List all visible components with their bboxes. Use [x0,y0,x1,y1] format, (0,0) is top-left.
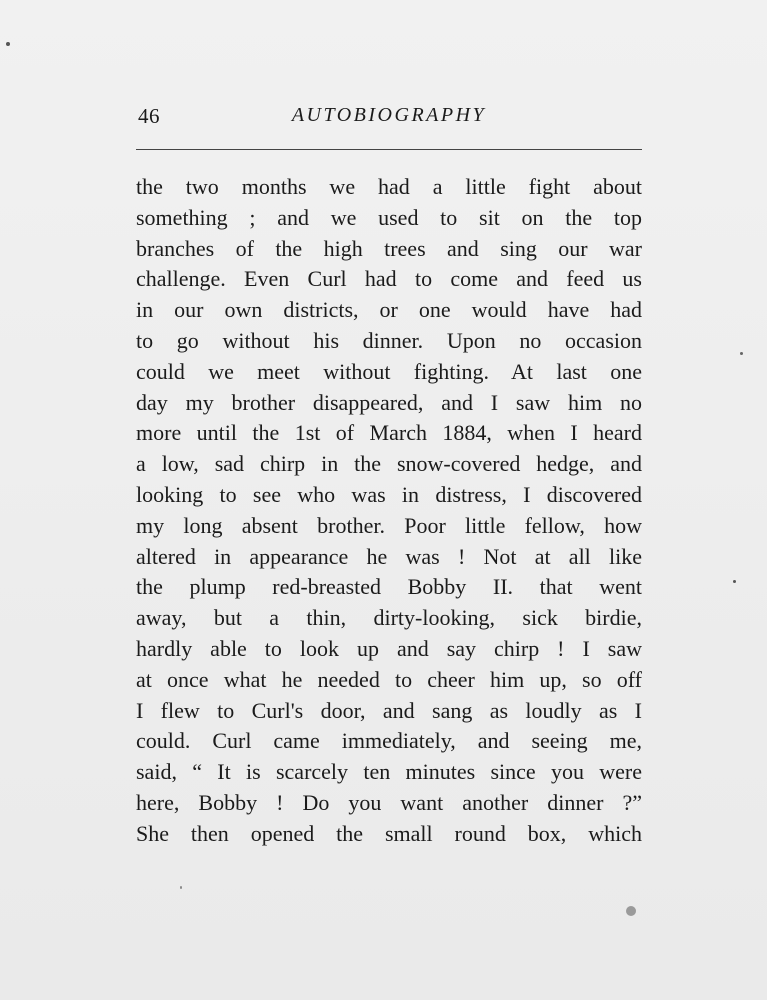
text-line: away, but a thin, dirty-looking, sick birdie, [136,605,642,631]
text-line: hardly able to look up and say chirp ! I saw [136,635,642,661]
text-line: day my brother disappeared, and I saw him no [136,389,642,415]
text-line: could. Curl came immediately, and seeing me, [136,728,642,754]
text-line: here, Bobby ! Do you want another dinner ?” [136,789,642,815]
text-line: I flew to Curl's door, and sang as loudly as I [136,697,642,723]
text-line: something ; and we used to sit on the top [136,204,642,230]
paper-speck [180,886,182,889]
text-line: altered in appearance he was ! Not at all like [136,543,642,569]
text-line: a low, sad chirp in the snow-covered hedge, and [136,451,642,477]
text-line: to go without his dinner. Upon no occasion [136,327,642,353]
text-line: looking to see who was in distress, I discovered [136,481,642,507]
text-line: more until the 1st of March 1884, when I heard [136,420,642,446]
running-head: AUTOBIOGRAPHY [291,104,487,126]
text-line: the plump red-breasted Bobby II. that went [136,574,642,600]
text-line: the two months we had a little fight about [136,174,642,199]
text-line: could we meet without fighting. At last one [136,358,642,384]
header-rule [136,149,642,150]
text-line: said, “ It is scarcely ten minutes since you were [136,759,642,785]
text-line: my long absent brother. Poor little fellow, how [136,512,642,538]
text-line: in our own districts, or one would have had [136,297,642,323]
text-line: challenge. Even Curl had to come and feed us [136,266,642,292]
paper-speck [733,580,736,583]
paper-speck [6,42,10,46]
text-line: branches of the high trees and sing our war [136,235,642,261]
page-number: 46 [138,104,160,128]
paper-speck [740,352,743,355]
page-header [136,104,642,132]
text-line: at once what he needed to cheer him up, so off [136,666,642,692]
paper-speck [626,906,636,916]
text-line: She then opened the small round box, which [136,820,642,846]
body-text [136,172,642,850]
